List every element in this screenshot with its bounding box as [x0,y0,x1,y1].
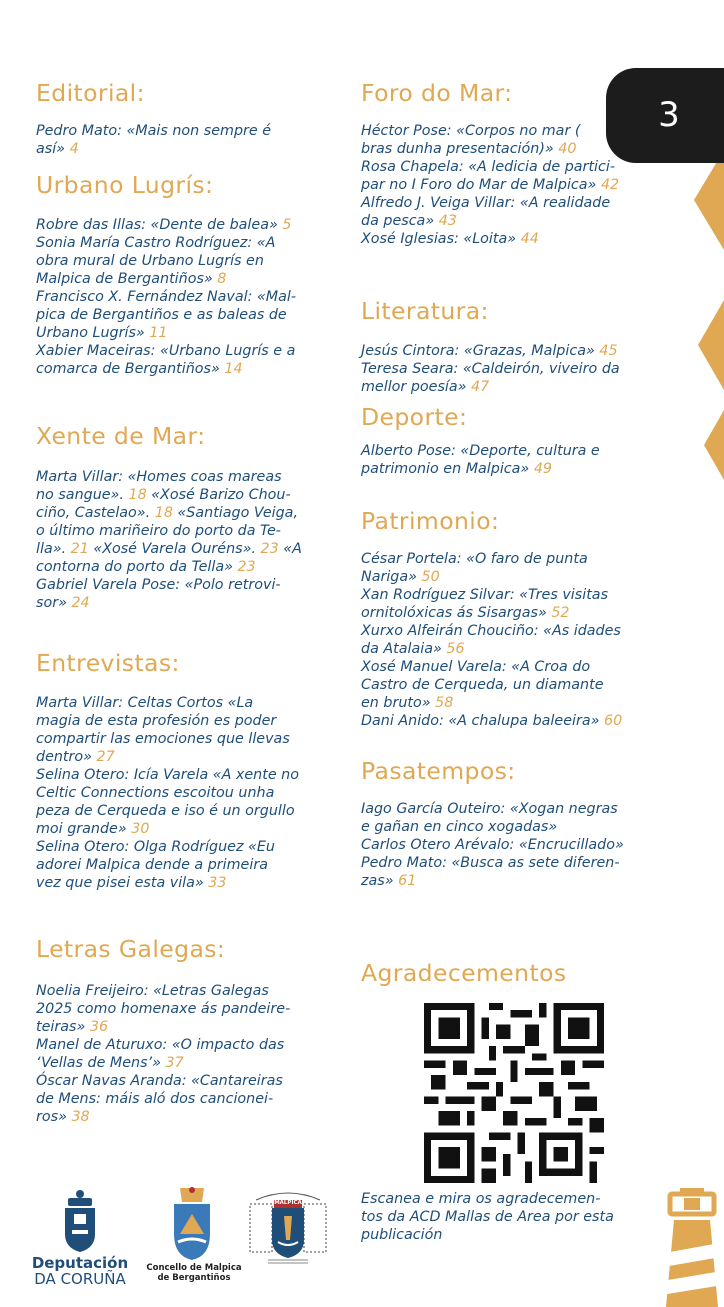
section-patrimonio [361,506,661,730]
qr-caption: Escanea e mira os agradecemen- tos da ACD Mallas de Area por esta publicación [361,1191,614,1243]
page-ref: 24 [71,595,90,611]
toc-entry[interactable]: Selina Otero: Icía Varela «A xente no Celtic Connections escoitou unha peza de Cerqueda e iso é un orgullo moi grande» 30 [36,767,299,837]
page-ref: 23 [260,541,279,557]
page-ref: 36 [89,1019,109,1035]
section-editorial [36,78,341,158]
toc-entry[interactable]: Jesús Cintora: «Grazas, Malpica» 45 [361,343,618,359]
heading-agradecementos: Agradecementos [361,959,567,987]
page-ref: 18 [128,487,147,503]
section-literatura [361,296,661,396]
toc-entry[interactable]: Dani Anido: «A chalupa baleeira» 60 [361,713,623,729]
toc-entry[interactable]: Marta Villar: Celtas Cortos «La magia de esta profesión es poder compartir las emociones que llevas dentro» 27 [36,695,290,765]
toc-entry[interactable]: Francisco X. Fernández Naval: «Mal- pica de Bergantiños e as baleas de Urbano Lugrís» 11 [36,289,297,341]
toc-entry[interactable]: Selina Otero: Olga Rodríguez «Eu adorei Malpica dende a primeira vez que pisei esta vila» 33 [36,839,275,891]
toc-entry[interactable]: Carlos Otero Arévalo: «Encrucillado» [361,837,624,853]
page-ref: 40 [558,141,577,157]
right-chevron-decoration [690,150,724,490]
toc-entry[interactable]: Héctor Pose: «Corpos no mar ( bras dunha presentación)» 40 [361,123,581,157]
toc-entry[interactable]: Xosé Manuel Varela: «A Croa do Castro de Cerqueda, un diamante en bruto» 58 [361,659,604,711]
page-number: 3 [658,95,680,135]
toc-entry[interactable]: Óscar Navas Aranda: «Cantareiras de Mens: máis aló dos cancionei- ros» 38 [36,1073,283,1125]
page-ref: 43 [438,213,457,229]
deputacion-coat-of-arms-icon [60,1188,100,1254]
toc-entry[interactable]: Marta Villar: «Homes coas mareas no sangue». 18 «Xosé Barizo Chou- ciño, Castelao». 18 «Santiago Veiga, o último mariñeiro do porto da Te- lla». 21 «Xosé Varela Ouréns». 23 «A contorna do porto da Tella» 23 Gabriel Varela Pose: «Polo retrovi- sor» 24 [36,469,302,611]
page-ref: 37 [165,1055,184,1071]
malpica-badge-label: MALPICA [274,1200,302,1206]
heading-pasatempos: Pasatempos: [361,757,516,785]
toc-entry[interactable]: Pedro Mato: «Busca as sete diferen- zas» 61 [361,855,620,889]
toc-entry[interactable]: Rosa Chapela: «A ledicia de partici- par no I Foro do Mar de Malpica» 42 [361,159,620,193]
section-deporte [361,402,661,478]
section-foro-do-mar [361,78,661,248]
toc-entry[interactable]: Xan Rodríguez Silvar: «Tres visitas ornitolóxicas ás Sisargas» 52 [361,587,609,621]
toc-entry[interactable]: César Portela: «O faro de punta Nariga» 50 [361,551,588,585]
page-ref: 18 [154,505,173,521]
lighthouse-icon [660,1188,724,1307]
concello-coat-of-arms-icon [170,1184,214,1262]
page-ref: 14 [224,361,243,377]
section-pasatempos [361,756,661,890]
heading-letras-galegas: Letras Galegas: [36,935,226,963]
page-ref: 52 [551,605,570,621]
page-ref: 49 [533,461,553,477]
toc-entry[interactable]: Noelia Freijeiro: «Letras Galegas 2025 como homenaxe ás pandeire- teiras» 36 [36,983,291,1035]
toc-entry[interactable]: Pedro Mato: «Mais non sempre é así» 4 [36,123,272,157]
deputacion-logo-text: Deputación DA CORUÑA [31,1254,129,1288]
page-ref: 60 [603,713,623,729]
toc-entry[interactable]: Xurxo Alfeirán Chouciño: «As idades da Atalaia» 56 [361,623,621,657]
toc-entry[interactable]: Robre das Illas: «Dente de balea» 5 [36,217,292,233]
page-ref: 56 [446,641,465,657]
heading-entrevistas: Entrevistas: [36,649,180,677]
page-ref: 58 [435,695,454,711]
page-ref: 50 [421,569,440,585]
page-ref: 27 [96,749,115,765]
section-urbano-lugris [36,170,341,378]
toc-entry[interactable]: Manel de Aturuxo: «O impacto das ‘Vellas de Mens’» 37 [36,1037,285,1071]
section-entrevistas [36,648,341,892]
page-ref: 61 [398,873,417,889]
page-ref: 11 [149,325,168,341]
heading-patrimonio: Patrimonio: [361,507,500,535]
toc-entry[interactable]: Xosé Iglesias: «Loita» 44 [361,231,539,247]
page-ref: 8 [217,271,227,287]
heading-foro-do-mar: Foro do Mar: [361,79,513,107]
toc-entry[interactable]: Xabier Maceiras: «Urbano Lugrís e a comarca de Bergantiños» 14 [36,343,296,377]
page-ref: 44 [520,231,539,247]
qr-code[interactable] [424,1003,604,1183]
page-ref: 42 [600,177,620,193]
page-ref: 23 [237,559,256,575]
toc-entry[interactable]: Teresa Seara: «Caldeirón, viveiro da mellor poesía» 47 [361,361,620,395]
heading-xente-de-mar: Xente de Mar: [36,422,206,450]
page-ref: 21 [70,541,89,557]
toc-entry[interactable]: Sonia María Castro Rodríguez: «A obra mural de Urbano Lugrís en Malpica de Bergantiños» 8 [36,235,276,287]
page-ref: 47 [471,379,490,395]
section-letras-galegas [36,934,341,1126]
toc-entry[interactable]: Iago García Outeiro: «Xogan negras e gañan en cinco xogadas» [361,801,618,835]
toc-entry[interactable]: Alberto Pose: «Deporte, cultura e patrimonio en Malpica» 49 [361,443,600,477]
section-agradecementos [361,958,661,988]
heading-literatura: Literatura: [361,297,489,325]
page-ref: 5 [282,217,292,233]
page-ref: 33 [208,875,227,891]
heading-deporte: Deporte: [361,403,468,431]
page-ref: 30 [131,821,150,837]
concello-logo-text: Concello de Malpica de Bergantiños [146,1263,242,1283]
heading-urbano-lugris: Urbano Lugrís: [36,171,214,199]
page-ref: 38 [71,1109,90,1125]
heading-editorial: Editorial: [36,79,145,107]
toc-entry[interactable]: Alfredo J. Veiga Villar: «A realidade da pesca» 43 [361,195,611,229]
page-ref: 45 [599,343,618,359]
section-xente-de-mar [36,421,341,612]
page-ref: 4 [69,141,79,157]
